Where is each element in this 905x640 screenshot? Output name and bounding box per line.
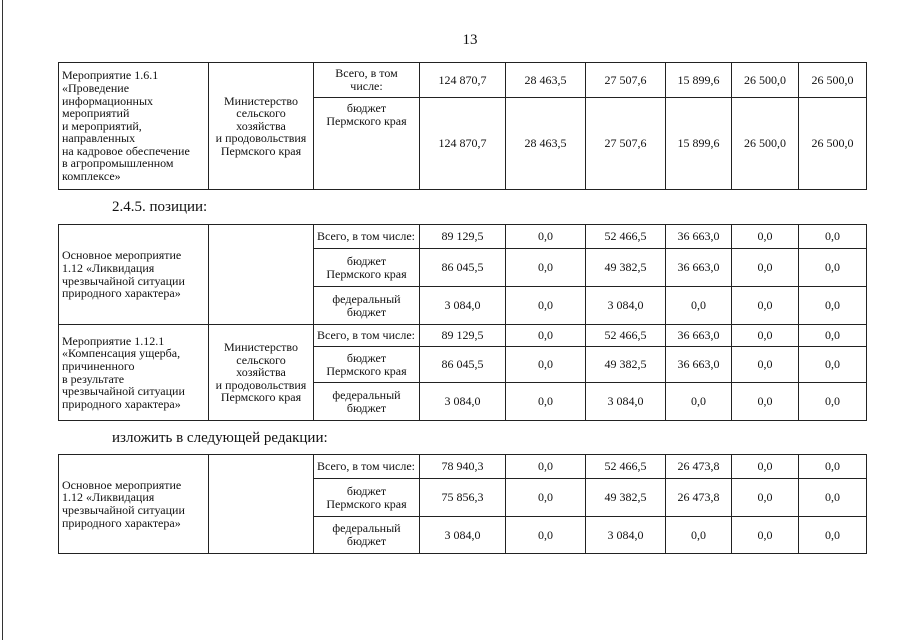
value-cell: 124 870,7: [420, 98, 506, 190]
value-cell: 15 899,6: [666, 98, 732, 190]
page-number: 13: [462, 32, 478, 48]
value-cell: 0,0: [799, 383, 867, 421]
value-cell: 124 870,7: [420, 63, 506, 98]
value-cell: 3 084,0: [420, 517, 506, 554]
value-cell: 0,0: [732, 249, 799, 287]
value-cell: 36 663,0: [666, 225, 732, 249]
funding-source-label: Всего, в том числе:: [317, 459, 415, 474]
caption-positions: 2.4.5. позиции:: [112, 199, 208, 215]
value-cell: 26 473,8: [666, 479, 732, 517]
value-cell: 0,0: [732, 455, 799, 479]
funding-source-cell: [314, 517, 420, 554]
value-cell: 0,0: [799, 249, 867, 287]
value-cell: 0,0: [732, 287, 799, 325]
table-event-1-12-new: [58, 454, 867, 554]
value-cell: 52 466,5: [586, 455, 666, 479]
value-cell: 27 507,6: [586, 98, 666, 190]
funding-source-label: бюджет Пермского края: [326, 101, 407, 128]
value-cell: 0,0: [799, 455, 867, 479]
event-name: Мероприятие 1.6.1 «Проведение информационных мероприятий и мероприятий, направленных на кадровое обеспечение в агропромышленном комплексе»: [62, 68, 190, 184]
value-cell: 0,0: [506, 455, 586, 479]
funding-source-cell: [314, 479, 420, 517]
value-cell: 86 045,5: [420, 249, 506, 287]
executor-cell: [209, 225, 314, 325]
value-cell: 0,0: [732, 347, 799, 383]
value-cell: 0,0: [506, 325, 586, 347]
funding-source-cell: [314, 225, 420, 249]
event-name: Основное мероприятие 1.12 «Ликвидация чрезвычайной ситуации природного характера»: [62, 248, 185, 301]
value-cell: 26 473,8: [666, 455, 732, 479]
table-row: [59, 63, 867, 98]
event-name-cell: [59, 455, 209, 554]
value-cell: 26 500,0: [799, 63, 867, 98]
value-cell: 27 507,6: [586, 63, 666, 98]
funding-source-label: Всего, в том числе:: [317, 229, 415, 244]
value-cell: 0,0: [506, 383, 586, 421]
funding-source-cell: [314, 249, 420, 287]
value-cell: 26 500,0: [799, 98, 867, 190]
value-cell: 36 663,0: [666, 249, 732, 287]
value-cell: 0,0: [799, 517, 867, 554]
value-cell: 3 084,0: [420, 287, 506, 325]
funding-source-cell: [314, 63, 420, 98]
value-cell: 15 899,6: [666, 63, 732, 98]
value-cell: 0,0: [666, 383, 732, 421]
value-cell: 28 463,5: [506, 63, 586, 98]
table-event-1-6-1: [58, 62, 867, 190]
value-cell: 0,0: [506, 249, 586, 287]
event-name-cell: [59, 63, 209, 190]
value-cell: 26 500,0: [732, 98, 799, 190]
value-cell: 3 084,0: [420, 383, 506, 421]
funding-source-label: федеральный бюджет: [332, 387, 401, 415]
value-cell: 0,0: [666, 287, 732, 325]
value-cell: 0,0: [506, 347, 586, 383]
value-cell: 36 663,0: [666, 347, 732, 383]
value-cell: 0,0: [732, 325, 799, 347]
value-cell: 0,0: [506, 479, 586, 517]
table-row: [59, 325, 867, 347]
value-cell: 0,0: [666, 517, 732, 554]
event-name-cell: [59, 225, 209, 325]
caption-edit: изложить в следующей редакции:: [112, 430, 328, 446]
table-row: [59, 455, 867, 479]
value-cell: 78 940,3: [420, 455, 506, 479]
value-cell: 0,0: [732, 383, 799, 421]
value-cell: 0,0: [799, 225, 867, 249]
value-cell: 3 084,0: [586, 287, 666, 325]
funding-source-cell: [314, 287, 420, 325]
value-cell: 86 045,5: [420, 347, 506, 383]
executor-cell: [209, 325, 314, 421]
value-cell: 0,0: [799, 479, 867, 517]
value-cell: 89 129,5: [420, 225, 506, 249]
value-cell: 49 382,5: [586, 249, 666, 287]
table-event-1-12: [58, 224, 867, 421]
value-cell: 0,0: [732, 479, 799, 517]
value-cell: 52 466,5: [586, 325, 666, 347]
value-cell: 36 663,0: [666, 325, 732, 347]
funding-source-cell: [314, 325, 420, 347]
funding-source-label: Всего, в том числе:: [335, 66, 398, 93]
funding-source-label: бюджет Пермского края: [326, 483, 407, 511]
funding-source-label: Всего, в том числе:: [317, 328, 415, 343]
value-cell: 0,0: [506, 517, 586, 554]
executor-name: Министерство сельского хозяйства и продовольствия Пермского края: [215, 340, 307, 405]
value-cell: 28 463,5: [506, 98, 586, 190]
value-cell: 0,0: [506, 225, 586, 249]
value-cell: 52 466,5: [586, 225, 666, 249]
funding-source-cell: [314, 98, 420, 190]
value-cell: 0,0: [732, 225, 799, 249]
funding-source-cell: [314, 383, 420, 421]
value-cell: 0,0: [732, 517, 799, 554]
value-cell: 26 500,0: [732, 63, 799, 98]
funding-source-cell: [314, 347, 420, 383]
value-cell: 89 129,5: [420, 325, 506, 347]
value-cell: 0,0: [799, 325, 867, 347]
event-name: Мероприятие 1.12.1 «Компенсация ущерба, причиненного в результате чрезвычайной ситуации природного характера»: [62, 333, 185, 411]
value-cell: 49 382,5: [586, 479, 666, 517]
scan-edge-line: [2, 0, 3, 640]
funding-source-label: федеральный бюджет: [332, 291, 401, 319]
value-cell: 3 084,0: [586, 517, 666, 554]
executor-cell: [209, 455, 314, 554]
funding-source-label: бюджет Пермского края: [326, 253, 407, 281]
value-cell: 75 856,3: [420, 479, 506, 517]
value-cell: 0,0: [799, 347, 867, 383]
value-cell: 49 382,5: [586, 347, 666, 383]
funding-source-cell: [314, 455, 420, 479]
event-name: Основное мероприятие 1.12 «Ликвидация чрезвычайной ситуации природного характера»: [62, 477, 185, 530]
executor-name: Министерство сельского хозяйства и продовольствия Пермского края: [215, 93, 307, 158]
funding-source-label: федеральный бюджет: [332, 521, 401, 548]
value-cell: 3 084,0: [586, 383, 666, 421]
event-name-cell: [59, 325, 209, 421]
funding-source-label: бюджет Пермского края: [326, 350, 407, 378]
value-cell: 0,0: [799, 287, 867, 325]
value-cell: 0,0: [506, 287, 586, 325]
executor-cell: [209, 63, 314, 190]
table-row: [59, 225, 867, 249]
